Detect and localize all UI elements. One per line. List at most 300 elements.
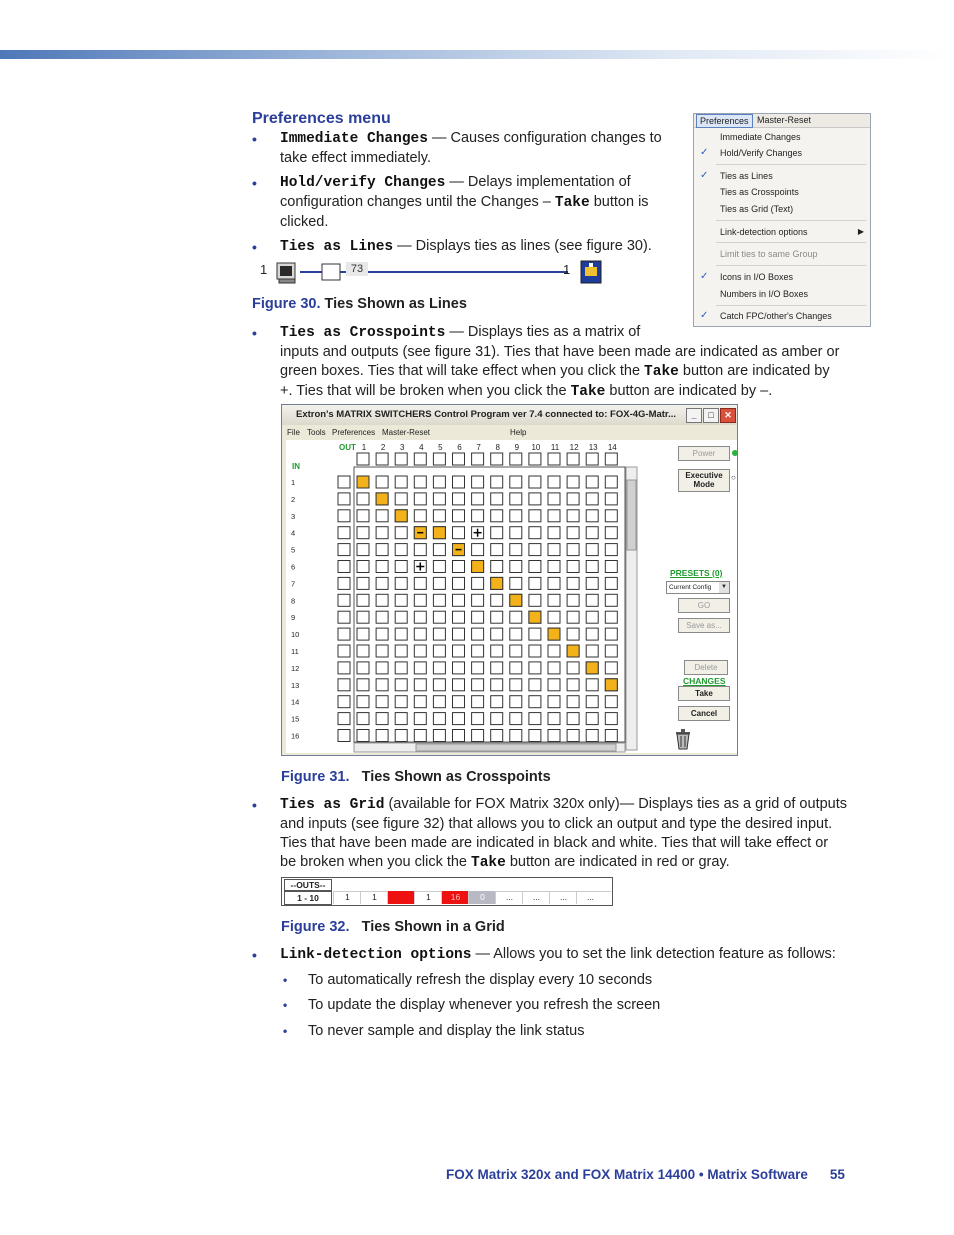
input-box <box>338 679 350 691</box>
crosspoint-cell <box>548 527 560 539</box>
menu-preferences[interactable]: Preferences <box>332 428 376 437</box>
crosspoint-cell <box>376 561 388 573</box>
crosspoint-cell <box>586 696 598 708</box>
tie-cell <box>472 561 484 573</box>
take-button[interactable]: Take <box>678 686 730 701</box>
menu-separator <box>716 242 866 243</box>
menu-tab-master-reset[interactable]: Master-Reset <box>757 115 812 125</box>
crosspoint-cell <box>433 679 445 691</box>
crosspoint-cell <box>453 628 465 640</box>
menu-separator <box>716 220 866 221</box>
crosspoint-cell <box>472 713 484 725</box>
crosspoint-cell <box>453 696 465 708</box>
crosspoint-cell <box>414 628 426 640</box>
header-gradient-bar <box>0 50 954 59</box>
scroll-thumb <box>627 480 636 550</box>
grid-row-label: 1 - 10 <box>284 891 332 905</box>
crosspoint-cell <box>605 527 617 539</box>
crosspoint-cell <box>395 662 407 674</box>
crosspoint-cell <box>472 611 484 623</box>
tie-cell <box>529 611 541 623</box>
menu-item-catch-changes[interactable]: ✓ Catch FPC/other's Changes <box>694 308 870 324</box>
term-link-detection: Link-detection options <box>280 947 472 963</box>
output-header: 9 <box>514 443 520 452</box>
sub-bullet-icon: • <box>283 1024 288 1038</box>
menu-help[interactable]: Help <box>510 428 527 437</box>
crosspoint-cell <box>453 510 465 522</box>
output-header: 12 <box>569 443 579 452</box>
output-header: 2 <box>380 443 386 452</box>
crosspoint-cell <box>472 662 484 674</box>
output-header: 8 <box>495 443 500 452</box>
bullet-crosspoints: Ties as Crosspoints — Displays ties as a matrix of inputs and outputs (see figure 31). Ties that have been made are indicated as amber or green boxes. Ties that will take effect when you click the Take button are indicated by +. Ties that will be broken when you click the Take button are indicated by –. <box>280 324 840 400</box>
crosspoint-cell <box>472 679 484 691</box>
crosspoint-cell <box>414 713 426 725</box>
crosspoint-cell <box>529 544 541 556</box>
crosspoint-cell <box>491 611 503 623</box>
crosspoint-cell <box>567 527 579 539</box>
window-menu-bar <box>282 426 737 440</box>
crosspoint-cell <box>433 662 445 674</box>
crosspoint-cell <box>510 662 522 674</box>
crosspoint-cell <box>472 628 484 640</box>
output-header: 4 <box>419 443 424 452</box>
presets-label: PRESETS (0) <box>670 568 723 578</box>
figure-32-grid <box>281 877 613 906</box>
save-as-button[interactable]: Save as... <box>678 618 730 633</box>
grid-cell[interactable]: 1 <box>360 891 388 904</box>
tie-cell <box>357 476 369 488</box>
figure-32-caption: Figure 32. Ties Shown in a Grid <box>281 919 505 935</box>
check-icon: ✓ <box>700 170 709 181</box>
crosspoint-cell <box>472 510 484 522</box>
crosspoint-cell <box>453 561 465 573</box>
crosspoint-cell <box>567 561 579 573</box>
tie-line <box>300 260 600 286</box>
check-icon: ✓ <box>700 271 709 282</box>
crosspoint-cell <box>433 561 445 573</box>
minimize-button[interactable]: _ <box>686 408 702 423</box>
crosspoint-cell <box>433 544 445 556</box>
crosspoint-cell <box>605 561 617 573</box>
output-box <box>586 453 598 465</box>
crosspoint-cell <box>395 561 407 573</box>
crosspoint-cell <box>586 628 598 640</box>
crosspoint-cell <box>414 730 426 742</box>
crosspoint-cell <box>376 476 388 488</box>
input-label: 3 <box>291 511 296 521</box>
check-icon: ✓ <box>700 147 709 158</box>
crosspoint-cell <box>548 679 560 691</box>
grid-cell-pending[interactable]: 16 <box>441 891 469 904</box>
crosspoint-cell <box>433 696 445 708</box>
crosspoint-cell <box>586 594 598 606</box>
bullet-icon: • <box>252 175 257 191</box>
crosspoint-cell <box>453 527 465 539</box>
term-grid: Ties as Grid <box>280 797 385 813</box>
crosspoint-cell <box>567 611 579 623</box>
take-term: Take <box>570 384 606 400</box>
crosspoint-cell <box>395 527 407 539</box>
crosspoint-cell <box>491 544 503 556</box>
menu-file[interactable]: File <box>287 428 300 437</box>
output-box <box>548 453 560 465</box>
crosspoint-cell <box>453 730 465 742</box>
output-header: 10 <box>531 443 541 452</box>
crosspoint-cell <box>472 544 484 556</box>
crosspoint-cell <box>453 594 465 606</box>
crosspoint-cell <box>548 713 560 725</box>
input-box <box>338 730 350 742</box>
crosspoint-cell <box>605 577 617 589</box>
crosspoint-cell <box>395 611 407 623</box>
sub-bullet-icon: • <box>283 973 288 987</box>
tie-cell <box>376 493 388 505</box>
sub-bullet-icon: • <box>283 998 288 1012</box>
output-header: 3 <box>399 443 405 452</box>
input-label: 4 <box>291 528 296 538</box>
crosspoint-cell <box>529 645 541 657</box>
crosspoint-cell <box>510 476 522 488</box>
crosspoint-cell <box>548 594 560 606</box>
crosspoint-cell <box>414 679 426 691</box>
bullet-icon: • <box>252 239 257 255</box>
input-box <box>338 544 350 556</box>
crosspoint-cell <box>376 713 388 725</box>
crosspoint-cell <box>548 544 560 556</box>
term-crosspoints: Ties as Crosspoints <box>280 325 446 341</box>
crosspoint-cell <box>472 577 484 589</box>
crosspoint-cell <box>376 611 388 623</box>
crosspoint-cell <box>433 713 445 725</box>
menu-item-ties-as-crosspoints[interactable]: Ties as Crosspoints <box>720 187 799 197</box>
grid-cell-pending[interactable]: 1 <box>387 891 415 904</box>
grid-cell[interactable]: ... <box>522 891 550 904</box>
crosspoint-cell <box>548 730 560 742</box>
input-box <box>338 577 350 589</box>
crosspoint-cell <box>357 594 369 606</box>
crosspoint-grid[interactable] <box>286 440 648 753</box>
crosspoint-cell <box>453 611 465 623</box>
output-box <box>376 453 388 465</box>
output-header: 14 <box>607 443 617 452</box>
matrix-control-window <box>281 404 738 756</box>
crosspoint-cell <box>548 645 560 657</box>
tie-cell <box>433 527 445 539</box>
crosspoint-cell <box>414 696 426 708</box>
crosspoint-cell <box>472 730 484 742</box>
crosspoint-cell <box>567 628 579 640</box>
crosspoint-cell <box>491 561 503 573</box>
take-term: Take <box>554 195 590 211</box>
cancel-button[interactable]: Cancel <box>678 706 730 721</box>
crosspoint-cell <box>357 544 369 556</box>
output-header: 5 <box>438 443 443 452</box>
grid-cell[interactable]: ... <box>576 891 604 904</box>
crosspoint-cell <box>395 730 407 742</box>
crosspoint-cell <box>357 730 369 742</box>
output-box <box>529 453 541 465</box>
input-box <box>338 561 350 573</box>
menu-item-ties-as-lines[interactable]: ✓ Ties as Lines <box>694 168 870 184</box>
crosspoint-cell <box>414 510 426 522</box>
crosspoint-cell <box>491 527 503 539</box>
crosspoint-cell <box>433 476 445 488</box>
input-box <box>338 713 350 725</box>
crosspoint-cell <box>567 696 579 708</box>
input-label: 10 <box>291 630 300 640</box>
crosspoint-cell <box>472 594 484 606</box>
crosspoint-cell <box>357 510 369 522</box>
crosspoint-cell <box>491 662 503 674</box>
grid-header-outs: --OUTS-- <box>284 879 332 891</box>
input-label: 8 <box>291 596 296 606</box>
bullet-icon: • <box>252 947 257 963</box>
crosspoint-cell <box>567 730 579 742</box>
crosspoint-cell <box>529 527 541 539</box>
trash-icon[interactable] <box>674 728 692 750</box>
input-label: 2 <box>291 494 296 504</box>
crosspoint-cell <box>548 696 560 708</box>
crosspoint-cell <box>586 645 598 657</box>
crosspoint-cell <box>414 611 426 623</box>
footer-text: FOX Matrix 320x and FOX Matrix 14400 • Matrix Software <box>446 1167 808 1182</box>
close-button[interactable]: ✕ <box>720 408 736 423</box>
tie-cell <box>510 594 522 606</box>
preferences-menu <box>693 113 871 327</box>
crosspoint-cell <box>510 730 522 742</box>
crosspoint-cell <box>529 628 541 640</box>
crosspoint-cell <box>491 628 503 640</box>
crosspoint-cell <box>586 476 598 488</box>
bullet-lines: Ties as Lines — Displays ties as lines (see figure 30). <box>280 238 652 255</box>
menu-item-ties-as-grid[interactable]: Ties as Grid (Text) <box>720 204 794 214</box>
crosspoint-cell <box>433 628 445 640</box>
input-box <box>338 527 350 539</box>
crosspoint-cell <box>414 577 426 589</box>
delete-button[interactable]: Delete <box>684 660 728 675</box>
crosspoint-cell <box>433 730 445 742</box>
grid-cell[interactable]: ... <box>549 891 577 904</box>
tie-cell <box>567 645 579 657</box>
crosspoint-cell <box>510 561 522 573</box>
input-box <box>338 611 350 623</box>
sub-bullet-2: To update the display whenever you refresh the screen <box>308 997 661 1013</box>
crosspoint-cell <box>510 696 522 708</box>
crosspoint-cell <box>567 493 579 505</box>
window-title-bar <box>282 405 737 425</box>
crosspoint-cell <box>491 679 503 691</box>
grid-cell[interactable]: ... <box>495 891 523 904</box>
executive-mode-button[interactable]: Executive Mode <box>678 469 730 492</box>
input-box <box>338 645 350 657</box>
crosspoint-cell <box>586 713 598 725</box>
take-term: Take <box>471 855 506 871</box>
term-immediate: Immediate Changes <box>280 131 428 147</box>
crosspoint-cell <box>605 594 617 606</box>
bullet-grid: Ties as Grid (available for FOX Matrix 320x only)— Displays ties as a grid of outputs and inputs (see figure 32) that allows you to click an output and type the desired input. Ties that have been made are indicated in black and white. Ties that will take effect or be broken when you click the Take button are indicated in red or gray. <box>280 796 847 871</box>
crosspoint-cell <box>357 493 369 505</box>
grid-frame <box>354 467 625 742</box>
crosspoint-cell <box>605 493 617 505</box>
crosspoint-cell <box>491 510 503 522</box>
crosspoint-cell <box>529 679 541 691</box>
crosspoint-cell <box>357 713 369 725</box>
crosspoint-cell <box>567 679 579 691</box>
crosspoint-cell <box>605 611 617 623</box>
crosspoint-cell <box>586 679 598 691</box>
menu-item-limit-ties: Limit ties to same Group <box>720 249 818 259</box>
bullet-immediate: Immediate Changes — Causes configuration changes to take effect immediately. <box>280 130 662 166</box>
crosspoint-cell <box>548 510 560 522</box>
menu-separator <box>716 305 866 306</box>
crosspoint-cell <box>395 476 407 488</box>
changes-label: CHANGES <box>683 676 726 686</box>
input-label: 6 <box>291 562 296 572</box>
crosspoint-cell <box>529 730 541 742</box>
crosspoint-cell <box>395 577 407 589</box>
in-label: IN <box>292 462 300 471</box>
crosspoint-cell <box>510 493 522 505</box>
menu-separator <box>716 265 866 266</box>
maximize-button[interactable]: □ <box>703 408 719 423</box>
menu-separator <box>716 164 866 165</box>
crosspoint-cell <box>605 476 617 488</box>
grid-cell[interactable]: 1 <box>414 891 442 904</box>
crosspoint-cell <box>395 594 407 606</box>
power-button[interactable]: Power <box>678 446 730 461</box>
crosspoint-cell <box>605 645 617 657</box>
sub-bullet-3: To never sample and display the link status <box>308 1023 585 1039</box>
crosspoint-cell <box>395 544 407 556</box>
grid-cell[interactable]: 1 <box>333 891 361 904</box>
page-footer <box>446 1167 845 1182</box>
output-box <box>395 453 407 465</box>
crosspoint-cell <box>510 527 522 539</box>
control-side-panel <box>648 440 737 753</box>
crosspoint-cell <box>510 510 522 522</box>
crosspoint-cell <box>586 561 598 573</box>
bullet-icon: • <box>252 131 257 147</box>
crosspoint-cell <box>395 628 407 640</box>
menu-item-link-detection[interactable]: Link-detection options ▶ <box>694 224 870 240</box>
crosspoint-cell <box>529 577 541 589</box>
crosspoint-cell <box>376 527 388 539</box>
menu-item-immediate-changes[interactable]: Immediate Changes <box>720 132 801 142</box>
input-label: 13 <box>291 680 300 690</box>
crosspoint-cell <box>453 493 465 505</box>
input-label: 11 <box>291 647 299 656</box>
output-box <box>605 453 617 465</box>
status-led-icon <box>732 450 738 456</box>
computer-icon <box>276 262 300 284</box>
crosspoint-cell <box>357 662 369 674</box>
crosspoint-cell <box>491 594 503 606</box>
tie-cell <box>586 662 598 674</box>
crosspoint-cell <box>433 594 445 606</box>
input-label: 7 <box>291 579 296 589</box>
crosspoint-cell <box>376 645 388 657</box>
crosspoint-cell <box>433 510 445 522</box>
crosspoint-cell <box>529 493 541 505</box>
menu-item-icons-in-boxes[interactable]: ✓ Icons in I/O Boxes <box>694 269 870 285</box>
crosspoint-cell <box>395 713 407 725</box>
crosspoint-cell <box>376 662 388 674</box>
crosspoint-cell <box>491 645 503 657</box>
input-box <box>338 476 350 488</box>
output-header: 1 <box>361 443 367 452</box>
input-label: 14 <box>291 697 300 707</box>
crosspoint-cell <box>414 662 426 674</box>
sub-bullet-1: To automatically refresh the display every 10 seconds <box>308 972 653 988</box>
input-box <box>338 510 350 522</box>
crosspoint-cell <box>357 696 369 708</box>
crosspoint-cell <box>357 611 369 623</box>
crosspoint-cell <box>586 730 598 742</box>
grid-header-row <box>333 878 611 892</box>
go-button[interactable]: GO <box>678 598 730 613</box>
crosspoint-cell <box>453 577 465 589</box>
crosspoint-cell <box>529 662 541 674</box>
preset-select[interactable]: Current Config ▼ <box>666 581 730 594</box>
submenu-arrow-icon: ▶ <box>857 227 864 236</box>
crosspoint-cell <box>472 645 484 657</box>
input-label: 9 <box>291 613 296 623</box>
take-term: Take <box>644 364 679 380</box>
crosspoint-cell <box>357 628 369 640</box>
menu-bar <box>694 114 870 128</box>
crosspoint-cell <box>491 476 503 488</box>
crosspoint-cell <box>453 645 465 657</box>
crosspoint-cell <box>548 611 560 623</box>
crosspoint-cell <box>414 544 426 556</box>
output-box <box>414 453 426 465</box>
crosspoint-cell <box>433 493 445 505</box>
crosspoint-cell <box>395 696 407 708</box>
crosspoint-cell <box>586 527 598 539</box>
crosspoint-cell <box>414 645 426 657</box>
grid-cell-break[interactable]: 0 <box>468 891 496 904</box>
menu-tools[interactable]: Tools <box>307 428 326 437</box>
menu-item-numbers-in-boxes[interactable]: Numbers in I/O Boxes <box>720 289 809 299</box>
crosspoint-cell <box>548 493 560 505</box>
crosspoint-cell <box>433 645 445 657</box>
crosspoint-cell <box>414 594 426 606</box>
output-box <box>472 453 484 465</box>
crosspoint-cell <box>376 679 388 691</box>
crosspoint-cell <box>586 611 598 623</box>
crosspoint-cell <box>567 713 579 725</box>
menu-item-hold-verify[interactable]: ✓ Hold/Verify Changes <box>694 145 870 161</box>
crosspoint-cell <box>510 611 522 623</box>
output-box <box>510 453 522 465</box>
crosspoint-cell <box>376 628 388 640</box>
crosspoint-cell <box>605 544 617 556</box>
crosspoint-cell <box>472 476 484 488</box>
figure-30-caption: Figure 30. Ties Shown as Lines <box>252 296 467 312</box>
crosspoint-cell <box>414 493 426 505</box>
menu-master-reset[interactable]: Master-Reset <box>382 428 431 437</box>
out-label: OUT <box>339 443 356 452</box>
menu-tab-preferences[interactable]: Preferences <box>696 114 753 128</box>
crosspoint-cell <box>376 577 388 589</box>
crosspoint-cell <box>510 645 522 657</box>
tie-cell <box>605 679 617 691</box>
line-right-number: 1 <box>563 262 571 277</box>
crosspoint-cell <box>357 527 369 539</box>
crosspoint-cell <box>586 577 598 589</box>
tie-cell <box>548 628 560 640</box>
